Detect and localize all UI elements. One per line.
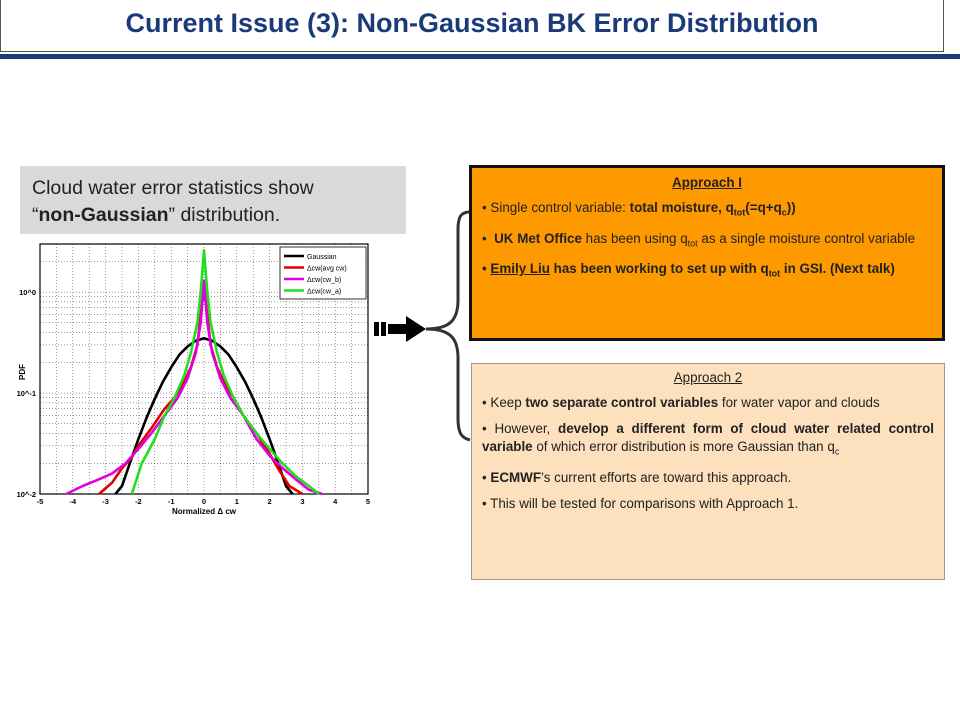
x-tick-label: 4 <box>333 497 338 506</box>
x-tick-label: -1 <box>167 497 175 506</box>
x-tick-label: 0 <box>201 497 207 506</box>
x-tick-label: -4 <box>69 497 77 506</box>
approach1-item-1-pre: Single control variable: <box>490 200 630 215</box>
callout-emphasis: non-Gaussian <box>38 204 169 226</box>
approach1-item-3-text: has been working to set up with q <box>549 261 769 277</box>
chart-legend <box>280 247 366 299</box>
approach2-item-3: • ECMWF’s current efforts are toward this approach. <box>482 469 792 485</box>
x-tick-labels <box>37 497 370 506</box>
approach1-item-3: • Emily Liu has been working to set up with $q_{tot}$ in GSI. (Next talk) <box>482 261 895 280</box>
legend-label-1: Δcw(avg cw) <box>307 265 347 273</box>
x-tick-label: -2 <box>135 497 142 506</box>
approach2-item-4: • This will be tested for comparisons with Approach 1. <box>482 495 799 511</box>
y-tick-label: 10^0 <box>19 288 36 298</box>
approach1-item-2-sub: tot <box>687 238 698 249</box>
callout-text <box>20 166 406 234</box>
approach1-box <box>469 165 945 341</box>
title-rule <box>0 54 960 59</box>
approach1-item-1-sub: tot <box>733 207 746 218</box>
approach1-item-3-sub: tot <box>768 269 781 280</box>
arrow-head <box>406 316 426 342</box>
approach2-item-4-post: This will be tested for comparisons with Approach 1. <box>490 495 799 511</box>
approach1-item-1: • Single control variable: total moisture, $q_{tot}(=q+q_c)$) <box>482 200 796 218</box>
pdf-chart <box>14 236 376 518</box>
x-tick-label: 3 <box>300 497 305 506</box>
legend-label-3: Δcw(cw_a) <box>307 288 342 296</box>
approach1-item-2-text2: as a single moisture control variable <box>697 230 916 246</box>
approach2-item-2-pre: However, <box>494 421 559 436</box>
approach1-item-2: • UK Met Office has been using $q_{tot}$ as a single moisture control variable <box>482 230 916 249</box>
arrow-shaft <box>388 324 408 334</box>
approach2-item-3-post: ’s current efforts are toward this approach. <box>541 469 792 485</box>
y-tick-label: 10^-1 <box>16 389 36 399</box>
y-tick-labels <box>17 288 36 499</box>
approach1-item-1-bold: total moisture, q <box>629 200 734 215</box>
x-tick-label: -3 <box>102 497 109 506</box>
approach1-item-3-name: Emily Liu <box>490 261 550 277</box>
approach1-item-3-text2: in GSI. (Next talk) <box>780 261 895 277</box>
page-title: Current Issue (3): Non-Gaussian BK Error Distribution <box>125 8 819 38</box>
approach2-heading: Approach 2 <box>673 370 743 385</box>
approach1-item-2-bold: UK Met Office <box>494 230 582 246</box>
x-tick-label: 5 <box>365 497 371 506</box>
approach2-item-2-post: of which error distribution is more Gaussian than q <box>532 439 835 454</box>
brace-lower <box>426 329 470 440</box>
y-axis-label: PDF <box>18 364 27 380</box>
arrow-tail-1 <box>374 322 379 336</box>
brace-upper <box>426 212 470 329</box>
approach2-item-3-bold: ECMWF <box>490 469 541 485</box>
approach2-item-1: • Keep two separate control variables for water vapor and clouds <box>482 395 880 410</box>
arrow-tail-2 <box>381 322 386 336</box>
callout-rest: ” distribution. <box>168 204 281 226</box>
approach2-item-2: • However, develop a different form of cloud water related control variable of which error distribution is more Gaussian than $q_c$ <box>482 421 934 457</box>
x-tick-label: 1 <box>234 497 239 506</box>
approach2-item-1-pre: Keep <box>490 395 526 410</box>
approach2-item-1-post: for water vapor and clouds <box>718 395 880 410</box>
approach1-item-1-bold2: (=q+q <box>745 200 782 215</box>
x-axis-label: Normalized Δ cw <box>172 507 236 516</box>
y-tick-label: 10^-2 <box>16 490 36 499</box>
approach2-item-2-sub: c <box>834 446 840 457</box>
approach1-item-1-bold3: )) <box>786 200 796 215</box>
approach2-item-1-bold: two separate control variables <box>525 395 719 410</box>
approach2-item-2-bold: develop a different form of cloud water related control variable <box>482 421 934 454</box>
legend-label-0: Gaussian <box>307 254 337 261</box>
callout-open-quote: “ <box>32 204 39 226</box>
approach1-heading: Approach I <box>672 175 742 190</box>
legend-label-2: Δcw(cw_b) <box>307 277 342 284</box>
approach2-box <box>471 363 945 580</box>
pdf-chart-svg <box>14 236 376 518</box>
x-tick-label: -5 <box>36 497 44 506</box>
x-tick-label: 2 <box>267 497 272 506</box>
callout-line1: Cloud water error statistics show <box>32 177 314 199</box>
approach1-item-2-text: has been using q <box>581 230 688 246</box>
connector-arrow <box>370 160 480 460</box>
approach1-item-1-sub2: c <box>781 207 787 218</box>
